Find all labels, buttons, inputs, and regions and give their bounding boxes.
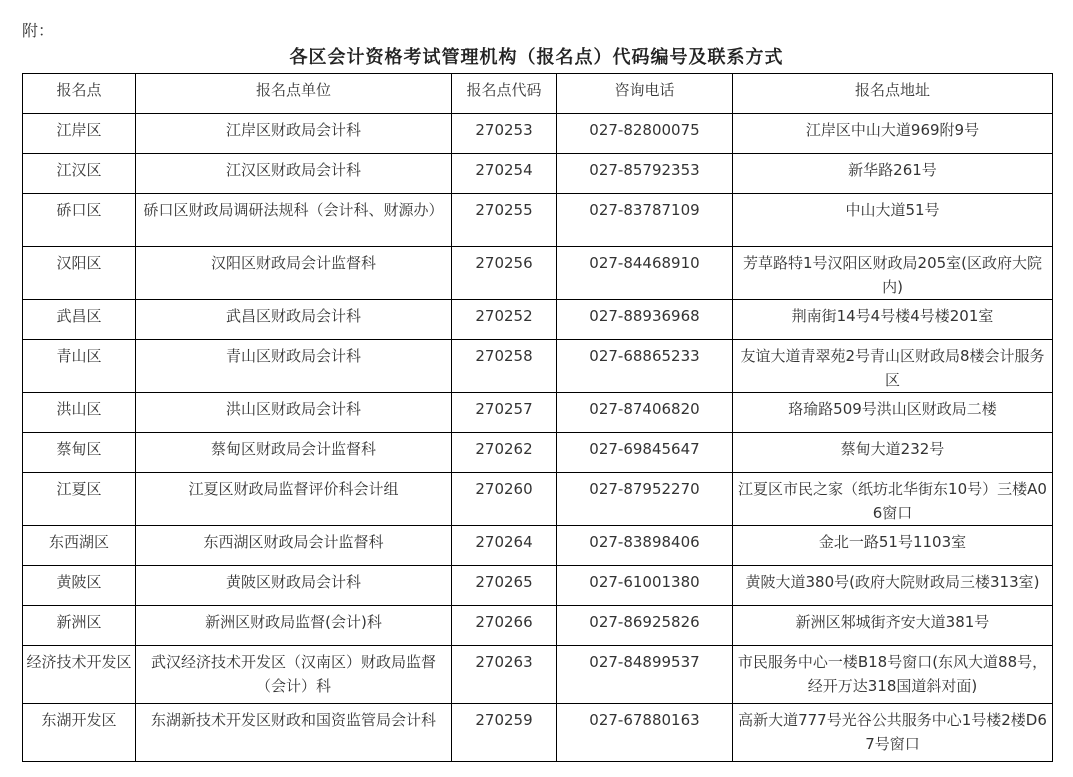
cell-phone: 027-61001380: [557, 566, 733, 606]
cell-address: 黄陂大道380号(政府大院财政局三楼313室): [733, 566, 1053, 606]
cell-address: 友谊大道青翠苑2号青山区财政局8楼会计服务区: [733, 340, 1053, 393]
table-row: [23, 646, 1053, 704]
cell-phone: 027-83898406: [557, 526, 733, 566]
cell-address: 江夏区市民之家（纸坊北华街东10号）三楼A06窗口: [733, 473, 1053, 526]
cell-phone: 027-68865233: [557, 340, 733, 393]
table-row: [23, 704, 1053, 762]
cell-phone: 027-86925826: [557, 606, 733, 646]
cell-unit: 东湖新技术开发区财政和国资监管局会计科: [136, 704, 452, 762]
document-title: 各区会计资格考试管理机构（报名点）代码编号及联系方式: [289, 47, 784, 68]
cell-code: 270262: [452, 433, 557, 473]
cell-unit: 江岸区财政局会计科: [136, 114, 452, 154]
cell-point: 汉阳区: [23, 247, 136, 300]
prefix-label: 附：: [22, 21, 55, 40]
cell-code: 270254: [452, 154, 557, 194]
cell-code: 270264: [452, 526, 557, 566]
cell-phone: 027-67880163: [557, 704, 733, 762]
cell-phone: 027-85792353: [557, 154, 733, 194]
cell-code: 270258: [452, 340, 557, 393]
cell-unit: 武昌区财政局会计科: [136, 300, 452, 340]
cell-address: 珞瑜路509号洪山区财政局二楼: [733, 393, 1053, 433]
cell-unit: 硚口区财政局调研法规科（会计科、财源办）: [136, 194, 452, 247]
cell-unit: 黄陂区财政局会计科: [136, 566, 452, 606]
cell-address: 金北一路51号1103室: [733, 526, 1053, 566]
cell-code: 270257: [452, 393, 557, 433]
cell-code: 270259: [452, 704, 557, 762]
cell-address: 芳草路特1号汉阳区财政局205室(区政府大院内): [733, 247, 1053, 300]
table-header: [23, 74, 1053, 114]
table-row: [23, 606, 1053, 646]
header-cell-address: 报名点地址: [733, 74, 1053, 114]
cell-phone: 027-82800075: [557, 114, 733, 154]
cell-point: 黄陂区: [23, 566, 136, 606]
header-cell-point: 报名点: [23, 74, 136, 114]
cell-phone: 027-88936968: [557, 300, 733, 340]
header-row: [23, 74, 1053, 114]
cell-address: 市民服务中心一楼B18号窗口(东风大道88号，经开万达318国道斜对面): [733, 646, 1053, 704]
cell-unit: 江汉区财政局会计科: [136, 154, 452, 194]
cell-unit: 新洲区财政局监督(会计)科: [136, 606, 452, 646]
table-row: [23, 194, 1053, 247]
cell-code: 270255: [452, 194, 557, 247]
cell-point: 经济技术开发区: [23, 646, 136, 704]
table-row: [23, 154, 1053, 194]
cell-point: 洪山区: [23, 393, 136, 433]
cell-code: 270265: [452, 566, 557, 606]
cell-phone: 027-69845647: [557, 433, 733, 473]
cell-code: 270263: [452, 646, 557, 704]
cell-unit: 东西湖区财政局会计监督科: [136, 526, 452, 566]
cell-unit: 汉阳区财政局会计监督科: [136, 247, 452, 300]
cell-point: 新洲区: [23, 606, 136, 646]
cell-code: 270256: [452, 247, 557, 300]
cell-phone: 027-87952270: [557, 473, 733, 526]
cell-point: 硚口区: [23, 194, 136, 247]
table-row: [23, 566, 1053, 606]
header-cell-phone: 咨询电话: [557, 74, 733, 114]
cell-point: 青山区: [23, 340, 136, 393]
cell-phone: 027-83787109: [557, 194, 733, 247]
table-body: [23, 114, 1053, 762]
cell-code: 270266: [452, 606, 557, 646]
cell-point: 江汉区: [23, 154, 136, 194]
cell-point: 江岸区: [23, 114, 136, 154]
cell-address: 江岸区中山大道969附9号: [733, 114, 1053, 154]
cell-point: 东西湖区: [23, 526, 136, 566]
cell-point: 武昌区: [23, 300, 136, 340]
header-cell-unit: 报名点单位: [136, 74, 452, 114]
cell-code: 270260: [452, 473, 557, 526]
cell-unit: 洪山区财政局会计科: [136, 393, 452, 433]
cell-address: 高新大道777号光谷公共服务中心1号楼2楼D67号窗口: [733, 704, 1053, 762]
table-row: [23, 393, 1053, 433]
cell-unit: 江夏区财政局监督评价科会计组: [136, 473, 452, 526]
registration-table: [22, 73, 1053, 762]
cell-unit: 武汉经济技术开发区（汉南区）财政局监督（会计）科: [136, 646, 452, 704]
cell-phone: 027-87406820: [557, 393, 733, 433]
cell-address: 荆南街14号4号楼4号楼201室: [733, 300, 1053, 340]
cell-point: 蔡甸区: [23, 433, 136, 473]
cell-code: 270253: [452, 114, 557, 154]
table-row: [23, 526, 1053, 566]
table-row: [23, 300, 1053, 340]
table-row: [23, 433, 1053, 473]
table-row: [23, 473, 1053, 526]
cell-address: 蔡甸大道232号: [733, 433, 1053, 473]
cell-address: 新洲区邾城街齐安大道381号: [733, 606, 1053, 646]
cell-unit: 青山区财政局会计科: [136, 340, 452, 393]
cell-unit: 蔡甸区财政局会计监督科: [136, 433, 452, 473]
table-row: [23, 114, 1053, 154]
table-row: [23, 340, 1053, 393]
table-row: [23, 247, 1053, 300]
cell-code: 270252: [452, 300, 557, 340]
cell-phone: 027-84468910: [557, 247, 733, 300]
cell-address: 新华路261号: [733, 154, 1053, 194]
cell-phone: 027-84899537: [557, 646, 733, 704]
cell-point: 东湖开发区: [23, 704, 136, 762]
header-cell-code: 报名点代码: [452, 74, 557, 114]
cell-address: 中山大道51号: [733, 194, 1053, 247]
cell-point: 江夏区: [23, 473, 136, 526]
